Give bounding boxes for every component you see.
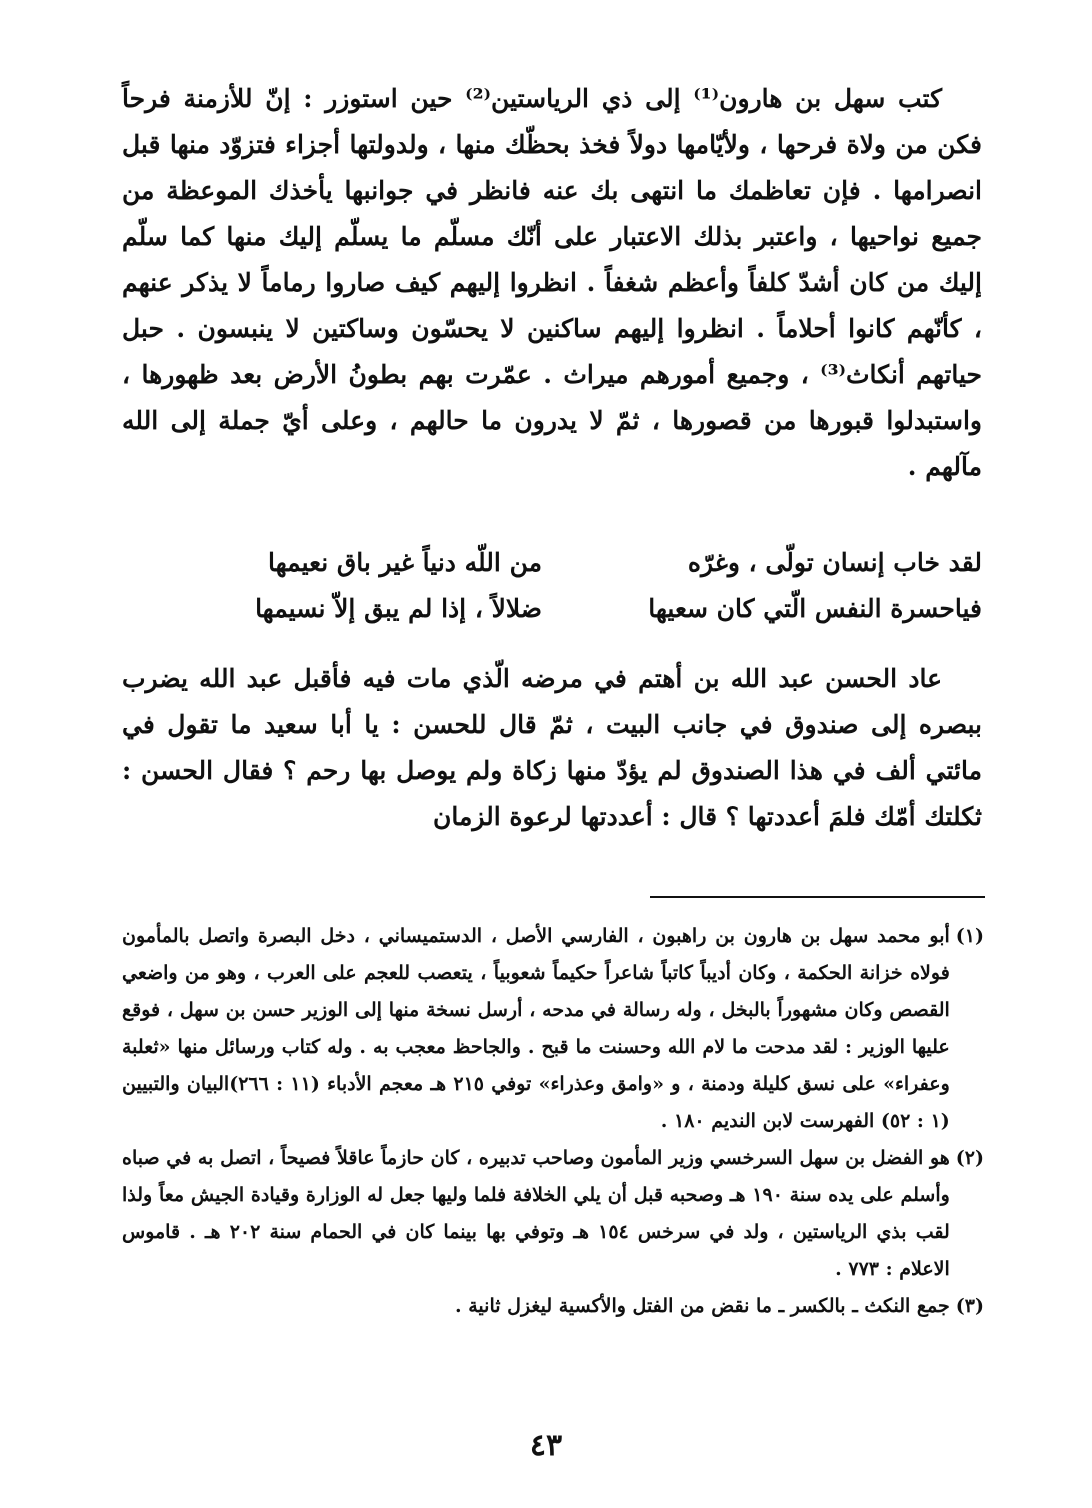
verse-1-first-hemistich: لقد خاب إنسان تولّى ، وغرّه xyxy=(687,548,982,577)
footnote-1 xyxy=(122,918,984,1140)
poem xyxy=(122,540,982,632)
footnote-separator xyxy=(650,896,985,898)
page-number: ٤٣ xyxy=(529,1428,563,1463)
paragraph-1: كتب سهل بن هارون⁽¹⁾ إلى ذي الرياستين⁽²⁾ حين استوزر : إنّ للأزمنة فرحاً فكن من ولاة فرحها ، ولأيّامها دولاً فخذ بحظّك منها ، ولدولتها أجزاء فتزوّد منها قبل انصرامها . فإن تعاظمك ما انتهى بك عنه فانظر في جوانبها يأخذك الموعظة من جميع نواحيها ، واعتبر بذلك الاعتبار على أنّك مسلّم ما يسلّم إليك منها كما سلّم إليك من كان أشدّ كلفاً وأعظم شغفاً . انظروا إليهم كيف صاروا رماماً لا يذكر عنهم ، كأنّهم كانوا أحلاماً . انظروا إليهم ساكنين لا يحسّون وساكتين لا ينبسون . حبل حياتهم أنكاث⁽³⁾ ، وجميع أمورهم ميراث . عمّرت بهم بطونُ الأرض بعد ظهورها ، واستبدلوا قبورها من قصورها ، ثمّ لا يدرون ما حالهم ، وعلى أيّ جملة إلى الله مآلهم . xyxy=(122,84,982,481)
poem-verse-1 xyxy=(122,540,982,586)
footnote-3 xyxy=(122,1288,984,1325)
main-text-2 xyxy=(122,656,982,840)
verse-1-second-hemistich: من اللّه دنياً غير باق نعيمها xyxy=(268,548,542,577)
footnote-number: (٢) xyxy=(955,1147,984,1169)
main-text xyxy=(122,76,982,490)
verse-2-first-hemistich: فياحسرة النفس الّتي كان سعيها xyxy=(648,594,982,623)
footnotes xyxy=(122,918,984,1325)
poem-verse-2 xyxy=(122,586,982,632)
footnote-text: هو الفضل بن سهل السرخسي وزير المأمون وصاحب تدبيره ، كان حازماً عاقلاً فصيحاً ، اتصل به في صباه وأسلم على يده سنة ١٩٠ هـ وصحبه قبل أن يلي الخلافة فلما وليها جعل له الوزارة وقيادة الجيش معاً ولذا لقب بذي الرياستين ، ولد في سرخس ١٥٤ هـ وتوفي بها بينما كان في الحمام سنة ٢٠٢ هـ . قاموس الاعلام : ٧٧٣ . xyxy=(122,1147,950,1280)
footnote-number: (١) xyxy=(955,925,984,947)
footnote-number: (٣) xyxy=(955,1295,984,1317)
footnote-2 xyxy=(122,1140,984,1288)
footnote-text: جمع النكث ـ بالكسر ـ ما نقض من الفتل والأكسية ليغزل ثانية . xyxy=(455,1295,950,1317)
footnote-text: أبو محمد سهل بن هارون بن راهبون ، الفارسي الأصل ، الدستميساني ، دخل البصرة واتصل بالمأمون فولاه خزانة الحكمة ، وكان أديباً كاتباً شاعراً حكيماً شعوبياً ، يتعصب للعجم على العرب ، وهو من واضعي القصص وكان مشهوراً بالبخل ، وله رسالة في مدحه ، أرسل نسخة منها إلى الوزير حسن بن سهل ، فوقع عليها الوزير : لقد مدحت ما لام الله وحسنت ما قبح . والجاحظ معجب به . وله كتاب ورسائل منها «ثعلبة وعفراء» على نسق كليلة ودمنة ، و «وامق وعذراء» توفي ٢١٥ هـ معجم الأدباء (١١ : ٢٦٦)البيان والتبيين (١ : ٥٢) الفهرست لابن النديم ١٨٠ . xyxy=(122,925,950,1132)
paragraph-2: عاد الحسن عبد الله بن أهتم في مرضه الّذي مات فيه فأقبل عبد الله يضرب ببصره إلى صندوق في جانب البيت ، ثمّ قال للحسن : يا أبا سعيد ما تقول في مائتي ألف في هذا الصندوق لم يؤدّ منها زكاة ولم يوصل بها رحم ؟ فقال الحسن : ثكلتك أمّك فلمَ أعددتها ؟ قال : أعددتها لرعوة الزمان xyxy=(122,664,982,831)
verse-2-second-hemistich: ضلالاً ، إذا لم يبق إلاّ نسيمها xyxy=(255,594,542,623)
